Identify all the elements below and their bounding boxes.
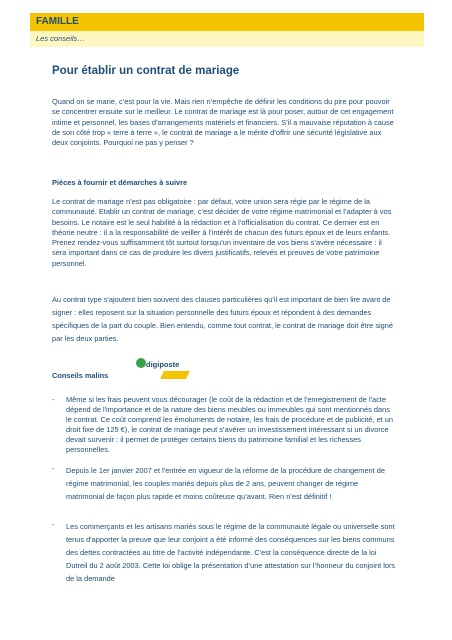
digiposte-logo-text: digiposte: [146, 360, 180, 369]
intro-paragraph: Quand on se marie, c’est pour la vie. Mais rien n’empêche de définir les conditions du pire pour pouvoir se concentrer ensuite sur le meilleur. Le contrat de mariage est là pour poser, autour de cet engagement intime et personnel, les bases d’arrangements matériels et financiers. S’il a mauvaise réputation à cause de son côté trop « terre à terre », le contrat de mariage a le mérite d’offrir une sécurité législative aux deux conjoints. Pourquoi ne pas y penser ?: [52, 97, 394, 148]
section-heading-pieces: Pièces à fournir et démarches à suivre: [52, 178, 188, 187]
bullet-dash: -: [52, 464, 55, 473]
category-banner: [30, 13, 424, 31]
list-item-text: Depuis le 1er janvier 2007 et l'entrée en vigueur de la réforme de la procédure de changement de régime matrimonial, les couples mariés depuis plus de 2 ans, peuvent changer de régime matrimonial de façon plus rapide et moins coûteuse qu’avant. Rien n’est définitif !: [66, 466, 385, 501]
digiposte-logo-swoosh: [160, 371, 190, 379]
section-paragraph-2: Au contrat type s'ajoutent bien souvent des clauses particulières qu'il est important de bien lire avant de signer : elles reposent sur la situation personnelle des futurs époux et répondent à des demandes spécifiques de la part du couple. Bien entendu, comme tout contrat, le contrat de mariage doit être signé par les deux parties.: [52, 295, 393, 343]
category-title: FAMILLE: [36, 16, 79, 27]
list-item-text: Les commerçants et les artisans mariés sous le régime de la communauté légale ou universelle sont tenus d'apporter la preuve que leur conjoint a été informé des conséquences sur les biens communs des dettes contractées au titre de l'activité indépendante. C'est la conséquence directe de la loi Dutreil du 2 août 2003. Cette loi oblige la présentation d’une attestation sur l’honneur du conjoint lors de la demande: [66, 522, 396, 583]
page-title: Pour établir un contrat de mariage: [52, 65, 240, 77]
list-item-text: Même si les frais peuvent vous décourager (le coût de la rédaction et de l'enregistrement de l'acte dépend de l'importance et de la nature des biens meubles ou immeubles qui sont mentionnés dans le contrat. Ce coût comprend les émoluments de notaire, les frais de procédure et de publicité, et un droit fixe de 125 €), le contrat de mariage peut s’avérer un investissement intéressant si un divorce devait survenir : il permet de protéger certains biens du patrimoine familial et les richesses personnelles.: [66, 395, 394, 454]
subtitle-band: [30, 31, 424, 47]
section-paragraph-1: Le contrat de mariage n’est pas obligatoire : par défaut, votre union sera régie par le régime de la communauté. Etablir un contrat de mariage, c’est décider de votre régime matrimonial et l’adapter à vos besoins. Le notaire est le seul habilité à la rédaction et à l’officialisation du contrat. Ce dernier est en théorie neutre : il a la responsabilité de veiller à l’intérêt de chacun des futurs époux et de leurs enfants. Prenez rendez-vous suffisamment tôt surtout lorsqu’un inventaire de vos biens s’avère nécessaire : il sera important dans ce cas de produire les divers justificatifs, relevés et preuves de votre patrimoine personnel.: [52, 197, 392, 268]
digiposte-logo-mark: [136, 358, 146, 368]
bullet-dash: -: [52, 395, 55, 404]
subtitle-text: Les conseils…: [36, 34, 85, 43]
section-heading-conseils: Conseils malins: [52, 371, 109, 380]
digiposte-logo: [134, 358, 194, 384]
bullet-dash: -: [52, 520, 55, 529]
